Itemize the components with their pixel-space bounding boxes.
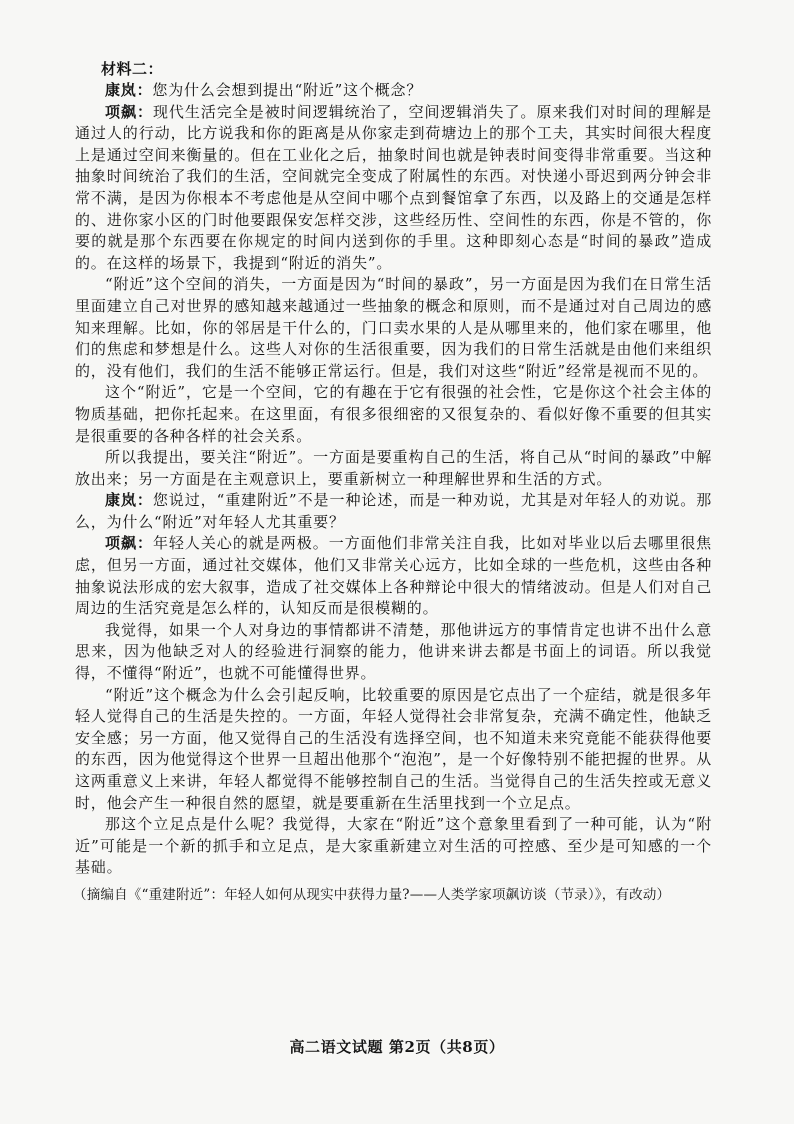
paragraph	[75, 685, 712, 815]
speaker-label: 项飙：	[105, 534, 153, 553]
interview-body	[75, 80, 712, 879]
paragraph	[75, 274, 712, 382]
paragraph-text: 我觉得，如果一个人对身边的事情都讲不清楚，那他讲远方的事情肯定也讲不出什么意思来，因为他缺乏对人的经验进行洞察的能力，他讲来讲去都是书面上的词语。所以我觉得，不懂得“附近”，也就不可能懂得世界。	[75, 620, 712, 683]
material-title: 材料二：	[101, 60, 164, 78]
paragraph	[75, 102, 712, 275]
paragraph-text: 那这个立足点是什么呢？我觉得，大家在“附近”这个意象里看到了一种可能，认为“附近”可能是一个新的抓手和立足点，是大家重新建立对生活的可控感、至少是可知感的一个基础。	[75, 815, 712, 877]
paragraph-text: 这个“附近”，它是一个空间，它的有趣在于它有很强的社会性，它是你这个社会主体的物质基础，把你托起来。在这里面，有很多很细密的又很复杂的、看似好像不重要的但其实是很重要的各种各样的社会关系。	[75, 383, 712, 445]
paragraph-text: 年轻人关心的就是两极。一方面他们非常关注自我，比如对毕业以后去哪里很焦虑，但另一方面，通过社交媒体，他们又非常关心远方，比如全球的一些危机，这些由各种抽象说法形成的宏大叙事，造成了社交媒体上各种辩论中很大的情绪波动。但是人们对自己周边的生活究竟是怎么样的，认知反而是很模糊的。	[75, 534, 712, 618]
paragraph	[75, 533, 712, 619]
paragraph-text: “附近”这个空间的消失，一方面是因为“时间的暴政”，另一方面是因为我们在日常生活里面建立自己对世界的感知越来越通过一些抽象的概念和原则，而不是通过对自己周边的感知来理解。比如，你的邻居是干什么的，门口卖水果的人是从哪里来的，他们家在哪里，他们的焦虑和梦想是什么。这些人对你的生活很重要，因为我们的日常生活就是由他们来组织的，没有他们，我们的生活不能够正常运行。但是，我们对这些“附近”经常是视而不见的。	[75, 275, 712, 380]
paragraph	[75, 80, 712, 102]
paragraph	[75, 447, 712, 490]
source-citation: （摘编自《“重建附近”：年轻人如何从现实中获得力量?——人类学家项飙访谈（节录）》，有改动）	[73, 886, 671, 903]
speaker-label: 康岚：	[105, 81, 153, 99]
paragraph	[75, 814, 712, 879]
paragraph-text: 所以我提出，要关注“附近”。一方面是要重构自己的生活，将自己从“时间的暴政”中解放出来；另一方面是在主观意识上，要重新树立一种理解世界和生活的方式。	[75, 448, 712, 488]
paragraph	[75, 490, 712, 533]
paragraph-text: 您说过，“重建附近”不是一种论述，而是一种劝说，尤其是对年轻人的劝说。那么，为什么“附近”对年轻人尤其重要？	[75, 491, 713, 531]
paragraph	[75, 620, 712, 685]
paragraph	[75, 382, 712, 447]
page-footer: 高二语文试题 第2页（共8页）	[289, 1038, 505, 1056]
paragraph-text: 现代生活完全是被时间逻辑统治了，空间逻辑消失了。原来我们对时间的理解是通过人的行动，比方说我和你的距离是从你家走到荷塘边上的那个工夫，其实时间很大程度上是通过空间来衡量的。但在工业化之后，抽象时间也就是钟表时间变得非常重要。当这种抽象时间统治了我们的生活，空间就完全变成了附属性的东西。对快递小哥迟到两分钟会非常不满，是因为你根本不考虑他是从空间中哪个点到餐馆拿了东西，以及路上的交通是怎样的、进你家小区的门时他要跟保安怎样交涉，这些经历性、空间性的东西，你是不管的，你要的就是那个东西要在你规定的时间内送到你的手里。这种即刻心态是“时间的暴政”造成的。在这样的场景下，我提到“附近的消失”。	[75, 102, 712, 272]
paragraph-text: “附近”这个概念为什么会引起反响，比较重要的原因是它点出了一个症结，就是很多年轻人觉得自己的生活是失控的。一方面，年轻人觉得社会非常复杂，充满不确定性，他缺乏安全感；另一方面，他又觉得自己的生活没有选择空间，也不知道未来究竟能不能获得他要的东西，因为他觉得这个世界一旦超出他那个“泡泡”，是一个好像特别不能把握的世界。从这两重意义上来讲，年轻人都觉得不能够控制自己的生活。当觉得自己的生活失控或无意义时，他会产生一种很自然的愿望，就是要重新在生活里找到一个立足点。	[75, 685, 712, 812]
speaker-label: 康岚：	[105, 491, 153, 510]
speaker-label: 项飙：	[105, 102, 153, 121]
paragraph-text: 您为什么会想到提出“附近”这个概念？	[152, 81, 423, 99]
